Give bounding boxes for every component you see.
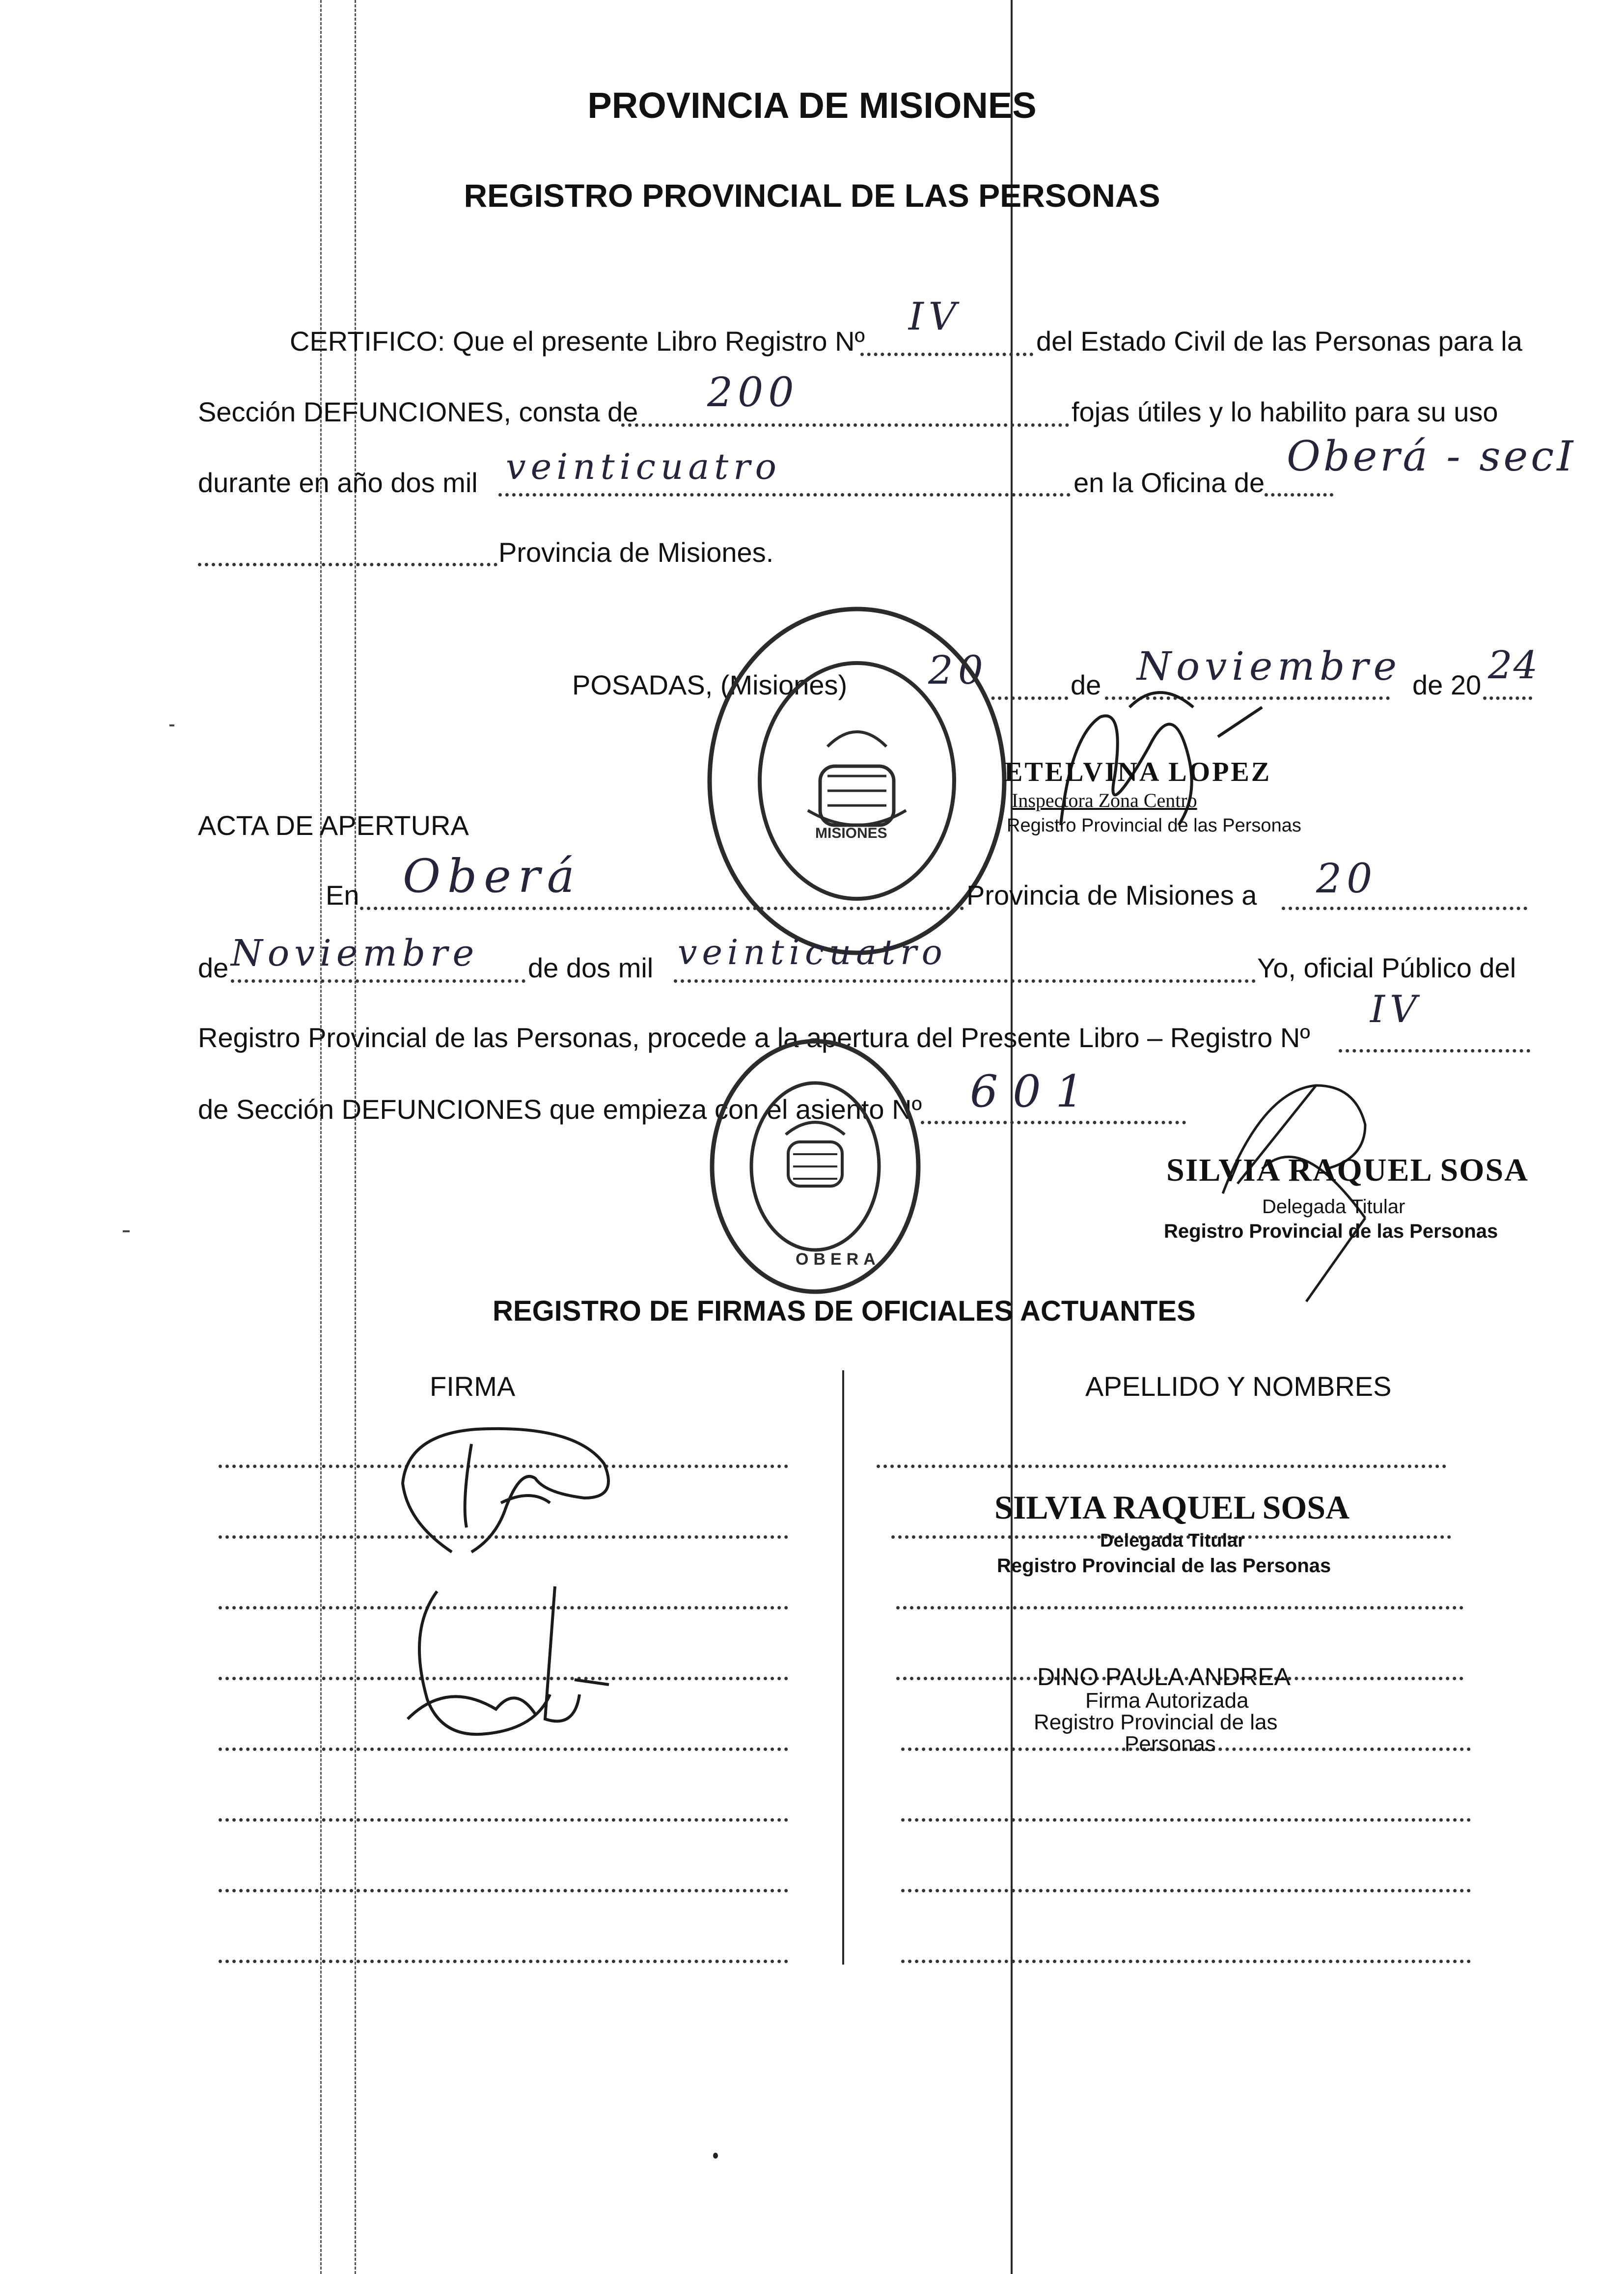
entry2-role: Firma Autorizada xyxy=(1085,1689,1249,1713)
cert-line1-start: CERTIFICO: Que el presente Libro Registro Nº xyxy=(290,326,865,357)
firma-row-line xyxy=(219,1889,788,1892)
acta-en-label: En xyxy=(326,880,359,911)
dateline-de: de xyxy=(1071,669,1101,700)
dotted-blank xyxy=(231,979,525,983)
cert-line3-mid: en la Oficina de xyxy=(1073,467,1265,498)
firma-row-line xyxy=(219,1818,788,1822)
handwritten-acta-book: IV xyxy=(1370,987,1422,1031)
handwritten-date-day: 20 xyxy=(928,647,988,693)
handwritten-year: veinticuatro xyxy=(506,446,781,487)
stamp2-city: OBERA xyxy=(796,1250,881,1269)
scan-line xyxy=(1011,0,1013,2274)
sig2-org: Registro Provincial de las Personas xyxy=(1164,1220,1498,1242)
nombre-row-line xyxy=(901,1889,1471,1892)
entry2-name: DINO PAULA ANDREA xyxy=(1037,1663,1291,1691)
dotted-blank xyxy=(360,907,964,910)
scan-speck xyxy=(713,2153,718,2159)
entry2-org2: Personas xyxy=(1125,1732,1216,1756)
dotted-blank xyxy=(1282,907,1527,910)
firmas-col-firma: FIRMA xyxy=(430,1371,516,1402)
dateline-prefix: POSADAS, (Misiones) xyxy=(572,669,848,700)
sig2-role: Delegada Titular xyxy=(1262,1196,1405,1218)
dotted-blank xyxy=(1265,493,1333,497)
nombre-row-line xyxy=(901,1960,1471,1963)
dotted-blank xyxy=(621,423,1069,427)
handwritten-acta-place: Oberá xyxy=(403,850,581,903)
entry1-name: SILVIA RAQUEL SOSA xyxy=(994,1489,1350,1526)
acta-registro-line: Registro Provincial de las Personas, procede a la apertura del Presente Libro – Registro Nº xyxy=(198,1022,1310,1053)
handwritten-date-year: 24 xyxy=(1488,643,1539,688)
dotted-blank xyxy=(1339,1049,1530,1053)
official-stamp-direccion xyxy=(705,604,1009,958)
handwritten-office: Oberá - secI xyxy=(1287,432,1576,480)
handwritten-acta-month: Noviembre xyxy=(231,932,479,974)
sig1-org: Registro Provincial de las Personas xyxy=(1007,815,1301,836)
column-divider xyxy=(842,1370,844,1965)
handwritten-pages: 200 xyxy=(707,369,799,416)
cert-line4: Provincia de Misiones. xyxy=(498,537,774,568)
handwritten-asiento: 601 xyxy=(970,1066,1099,1117)
cert-line2-end: fojas útiles y lo habilito para su uso xyxy=(1072,396,1498,427)
handwritten-date-month: Noviembre xyxy=(1137,643,1402,689)
scan-speck xyxy=(123,1230,130,1232)
entry1-org: Registro Provincial de las Personas xyxy=(997,1555,1331,1577)
dotted-blank xyxy=(921,1121,1186,1124)
firmas-heading: REGISTRO DE FIRMAS DE OFICIALES ACTUANTES xyxy=(493,1295,1196,1327)
entry1-role: Delegada Titular xyxy=(1100,1530,1245,1551)
header-province: PROVINCIA DE MISIONES xyxy=(587,85,1037,126)
cert-line2-start: Sección DEFUNCIONES, consta de xyxy=(198,396,638,427)
sig1-role: Inspectora Zona Centro xyxy=(1012,789,1197,811)
acta-de-label: de xyxy=(198,952,229,983)
acta-yo-oficial: Yo, oficial Público del xyxy=(1257,952,1516,983)
acta-seccion-line: de Sección DEFUNCIONES que empieza con el asiento Nº xyxy=(198,1094,922,1125)
nombre-row-line xyxy=(896,1606,1463,1609)
sig1-name: ETELVINA LOPEZ xyxy=(1004,757,1272,787)
handwritten-acta-year: veinticuatro xyxy=(678,932,947,972)
cert-line1-end: del Estado Civil de las Personas para la xyxy=(1036,326,1522,357)
dotted-blank xyxy=(498,493,1071,497)
cert-line3-start: durante en año dos mil xyxy=(198,467,478,498)
dotted-blank xyxy=(1483,696,1532,700)
nombre-row-line xyxy=(901,1818,1471,1822)
entry2-org1: Registro Provincial de las xyxy=(1034,1710,1278,1734)
scan-speck xyxy=(169,724,174,726)
acta-heading: ACTA DE APERTURA xyxy=(198,810,469,841)
header-registry: REGISTRO PROVINCIAL DE LAS PERSONAS xyxy=(464,177,1160,214)
dotted-blank xyxy=(198,563,497,566)
dateline-de20: de 20 xyxy=(1412,669,1482,700)
handwritten-acta-day: 20 xyxy=(1316,856,1377,902)
nombre-row-line xyxy=(877,1465,1446,1468)
firmas-col-nombres: APELLIDO Y NOMBRES xyxy=(1085,1371,1392,1402)
firma-signature-2 xyxy=(388,1572,643,1758)
acta-dos-mil: de dos mil xyxy=(528,952,654,983)
dotted-blank xyxy=(674,979,1256,983)
stamp1-center-text: MISIONES xyxy=(815,825,887,841)
dotted-blank xyxy=(860,353,1033,356)
firma-signature-1 xyxy=(388,1424,673,1581)
acta-provincia: Provincia de Misiones a xyxy=(966,880,1257,911)
sig2-name: SILVIA RAQUEL SOSA xyxy=(1166,1152,1529,1188)
handwritten-book-number: IV xyxy=(908,295,962,339)
firma-row-line xyxy=(219,1960,788,1963)
